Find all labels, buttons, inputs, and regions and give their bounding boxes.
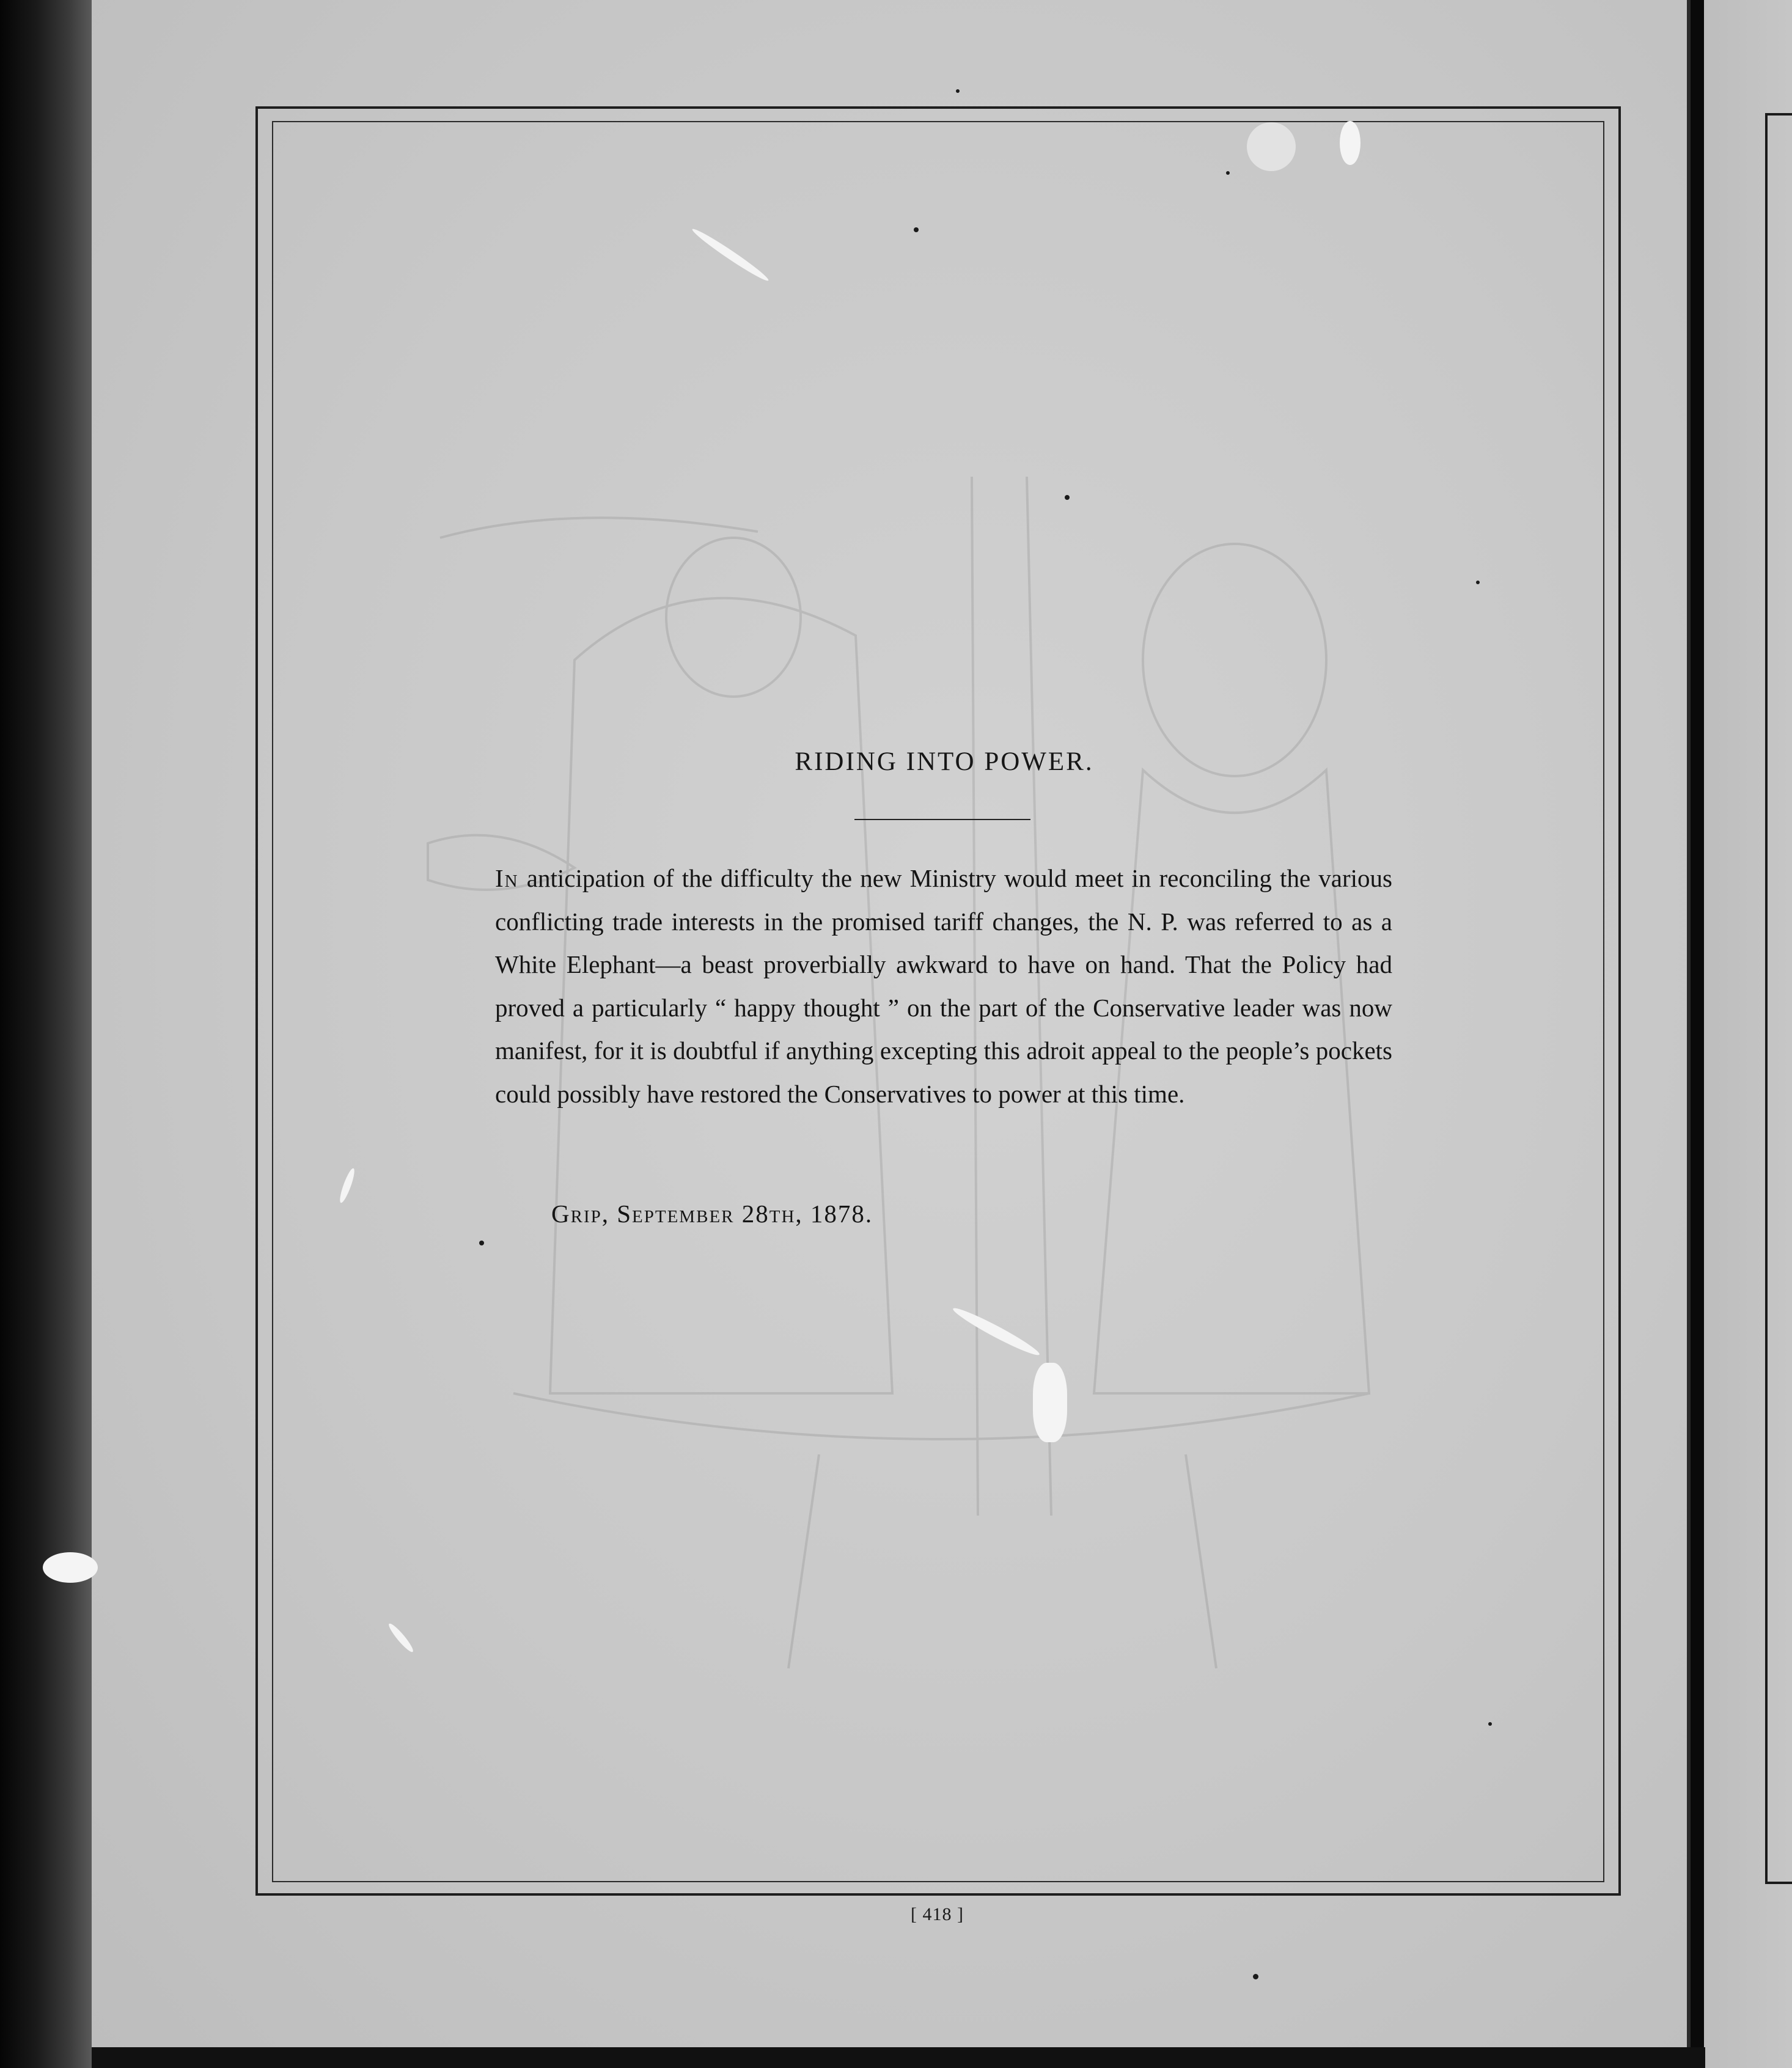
body-paragraph: anticipation of the difficulty the new Ministry would meet in reconciling the various conflicting trade interests in the promised tariff changes, the N. P. was referred to as a White Elephant—a beast proverbially awkward to have on hand. That the Policy had proved a particularly “ happy thought ” on the part of the Conservative leader was now manifest, for it is doubtful if anything excepting this adroit appeal to the people’s pockets could possibly have restored the Conservatives to power at this time. xyxy=(495,864,1393,1108)
scan-artifact xyxy=(914,227,919,232)
adjacent-page-frame xyxy=(1765,113,1792,1884)
scan-artifact xyxy=(1340,121,1361,165)
article-title: RIDING INTO POWER. xyxy=(795,747,1094,776)
scan-artifact xyxy=(1476,581,1480,584)
scan-artifact xyxy=(956,89,960,93)
body-lead-word: In xyxy=(495,864,519,892)
article-body xyxy=(495,857,1392,1115)
scan-artifact xyxy=(1065,495,1070,500)
scan-artifact xyxy=(1033,1363,1067,1442)
scan-artifact xyxy=(1253,1974,1258,1979)
bottom-edge-shadow xyxy=(92,2047,1705,2068)
page-gutter xyxy=(1691,0,1704,2068)
scan-artifact xyxy=(43,1552,98,1583)
book-spine xyxy=(0,0,92,2068)
scan-artifact xyxy=(1488,1722,1492,1726)
title-divider xyxy=(854,819,1030,820)
scan-artifact xyxy=(1247,122,1296,171)
source-citation: Grip, September 28th, 1878. xyxy=(551,1200,873,1228)
page-number: [ 418 ] xyxy=(911,1904,964,1924)
scan-artifact xyxy=(479,1241,484,1245)
scan-artifact xyxy=(1226,171,1230,175)
